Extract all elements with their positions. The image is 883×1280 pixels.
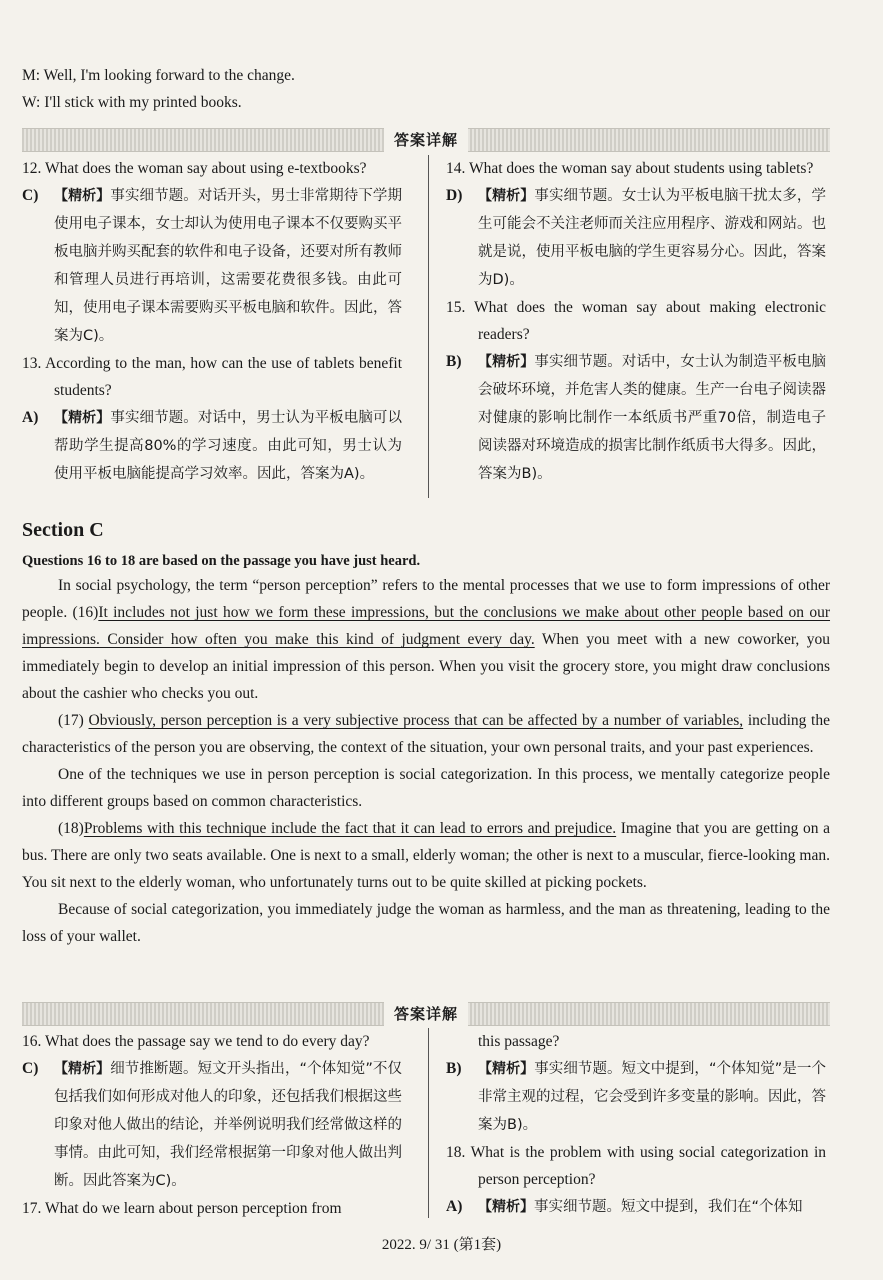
passage-paragraph-2 xyxy=(22,707,830,761)
answer-18 xyxy=(446,1193,826,1221)
answer-letter: A) xyxy=(22,409,39,426)
answer-13 xyxy=(22,404,402,488)
answer-16 xyxy=(22,1055,402,1195)
question-17-continued: this passage? xyxy=(478,1033,560,1050)
text-run: In social psychology, the term “person perception” refers to the mental processes that we use to form impressions of other people. (16) xyxy=(22,577,830,621)
question-12: 12. What does the woman say about using e-textbooks? xyxy=(22,160,367,177)
dialogue-line-man: M: Well, I'm looking forward to the change. xyxy=(22,67,295,84)
analysis-tag: 【精析】 xyxy=(54,1061,111,1077)
question-16: 16. What does the passage say we tend to do every day? xyxy=(22,1033,370,1050)
answers-right-column-1 xyxy=(446,155,826,488)
analysis-text: 事实细节题。女士认为平板电脑干扰太多，学生可能会不关注老师而关注应用程序、游戏和网站。也就是说，使用平板电脑的学生更容易分心。因此，答案为D)。 xyxy=(478,188,827,288)
page-footer: 2022. 9/ 31 (第1套) xyxy=(381,1237,502,1253)
analysis-tag: 【精析】 xyxy=(478,1061,535,1077)
underlined-answer-16: It includes not just how we form these impressions, but the conclusions we make about other people based on our impressions. Consider how often you make this kind of judgment every day. xyxy=(22,604,831,648)
analysis-tag: 【精析】 xyxy=(54,410,111,426)
answer-letter: C) xyxy=(22,1060,39,1077)
answer-letter: B) xyxy=(446,353,462,370)
question-14: 14. What does the woman say about students using tablets? xyxy=(446,160,814,177)
answer-15 xyxy=(446,348,826,488)
analysis-text: 事实细节题。对话开头，男士非常期待下学期使用电子课本，女士却认为使用电子课本不仅要购买平板电脑并购买配套的软件和电子设备，还要对所有教师和管理人员进行再培训，这需要花费很多钱。由此可知，使用电子课本需要购买平板电脑和软件。因此，答案为C)。 xyxy=(54,188,403,344)
analysis-tag: 【精析】 xyxy=(478,1199,534,1215)
column-divider xyxy=(428,155,429,498)
answer-letter: A) xyxy=(446,1198,463,1215)
section-title: Section C xyxy=(22,519,104,541)
answer-banner-1 xyxy=(22,128,830,152)
answer-12 xyxy=(22,182,402,350)
analysis-tag: 【精析】 xyxy=(54,188,111,204)
underlined-answer-17: Obviously, person perception is a very subjective process that can be affected by a number of variables, xyxy=(88,712,744,729)
dialogue xyxy=(22,62,842,116)
passage-paragraph-5: Because of social categorization, you immediately judge the woman as harmless, and the man as threatening, leading to the loss of your wallet. xyxy=(22,901,830,945)
text-run: (17) xyxy=(58,712,89,729)
column-divider xyxy=(428,1028,429,1218)
passage-paragraph-4 xyxy=(22,815,830,896)
passage-paragraph-1 xyxy=(22,572,830,707)
text-run: Imagine that you are getting on a bus. There are only two seats available. One is next to a small, elderly woman; the other is next to a muscular, fierce-looking man. You sit next to the elderly woman, who unfortunately turns out to be quite skilled at picking pockets. xyxy=(22,820,830,891)
analysis-text: 事实细节题。短文中提到，“个体知觉”是一个非常主观的过程，它会受到许多变量的影响。因此，答案为B)。 xyxy=(478,1061,826,1133)
question-13: 13. According to the man, how can the use of tablets benefit students? xyxy=(22,355,402,399)
passage-paragraph-3: One of the techniques we use in person perception is social categorization. In this process, we mentally categorize people into different groups based on common characteristics. xyxy=(22,766,830,810)
banner-title: 答案详解 xyxy=(384,126,468,154)
answers-left-column-2 xyxy=(22,1028,402,1222)
underlined-answer-18: Problems with this technique include the fact that it can lead to errors and prejudice. xyxy=(83,820,617,837)
analysis-tag: 【精析】 xyxy=(478,188,535,204)
dialogue-line-woman: W: I'll stick with my printed books. xyxy=(22,94,242,111)
analysis-text: 事实细节题。短文中提到，我们在“个体知 xyxy=(534,1199,803,1215)
questions-heading: Questions 16 to 18 are based on the passage you have just heard. xyxy=(22,553,421,569)
analysis-tag: 【精析】 xyxy=(478,354,535,370)
answer-letter: C) xyxy=(22,187,39,204)
banner-title: 答案详解 xyxy=(384,1000,468,1028)
answers-left-column-1 xyxy=(22,155,402,488)
answer-letter: D) xyxy=(446,187,463,204)
text-run: including the characteristics of the person you are observing, the context of the situation, your own personal traits, and your past experiences. xyxy=(22,712,830,756)
question-17: 17. What do we learn about person perception from xyxy=(22,1200,342,1217)
answer-17 xyxy=(446,1055,826,1139)
text-run: (18) xyxy=(58,820,84,837)
answer-14 xyxy=(446,182,826,294)
passage xyxy=(22,572,830,950)
analysis-text: 事实细节题。对话中，女士认为制造平板电脑会破坏环境，并危害人类的健康。生产一台电子阅读器对健康的影响比制作一本纸质书严重70倍，制造电子阅读器对环境造成的损害比制作纸质书大得多。因此，答案为B)。 xyxy=(478,354,827,482)
text-run: When you meet with a new coworker, you immediately begin to develop an initial impression of this person. When you visit the grocery store, you might draw conclusions about the cashier who checks you out. xyxy=(22,631,830,702)
answers-right-column-2 xyxy=(446,1028,826,1221)
answer-letter: B) xyxy=(446,1060,462,1077)
question-15: 15. What does the woman say about making electronic readers? xyxy=(446,299,826,343)
question-18: 18. What is the problem with using social categorization in person perception? xyxy=(446,1144,826,1188)
answer-banner-2 xyxy=(22,1002,830,1026)
analysis-text: 事实细节题。对话中，男士认为平板电脑可以帮助学生提高80%的学习速度。由此可知，男士认为使用平板电脑能提高学习效率。因此，答案为A)。 xyxy=(54,410,403,482)
analysis-text: 细节推断题。短文开头指出，“个体知觉”不仅包括我们如何形成对他人的印象，还包括我们根据这些印象对他人做出的结论，并举例说明我们经常做这样的事情。由此可知，我们经常根据第一印象对他人做出判断。因此答案为C)。 xyxy=(54,1061,402,1189)
